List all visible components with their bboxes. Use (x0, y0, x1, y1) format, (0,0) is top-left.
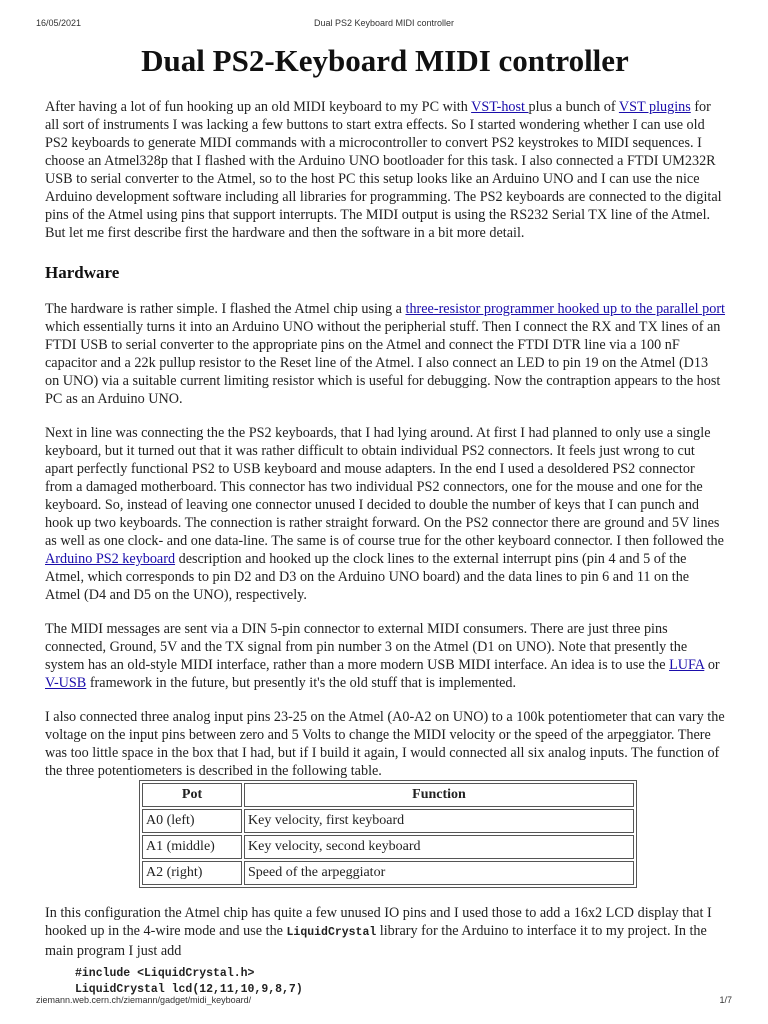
table-header-row (142, 783, 634, 807)
table-cell-function: Speed of the arpeggiator (244, 861, 634, 885)
hardware-paragraph-1 (45, 300, 725, 408)
hw-p3-text-3: framework in the future, but presently it's the old stuff that is implemented. (86, 675, 517, 691)
table-cell-pot: A0 (left) (142, 809, 242, 833)
table-row (142, 861, 634, 885)
hw-p1-text-2: which essentially turns it into an Arduino UNO without the peripherial stuff. Then I connect the RX and TX lines of an FTDI USB to serial converter to the appropriate pins on the Atmel and connect the FTDI DTR line via a 100 nF capacitor and a 22k pullup resistor to the Reset line of the Atmel. I also connect an LED to pin 19 on the Atmel (D13 on UNO) via a suitable current limiting resistor which is useful for debugging. Now the contraption appears to the host PC as an Arduino UNO. (45, 319, 721, 407)
hw-p2-text-1: Next in line was connecting the the PS2 keyboards, that I had lying around. At first I had planned to only use a single keyboard, but it turned out that it was rather difficult to obtain individual PS2 connectors. It feels just wrong to cut apart perfectly functional PS2 to USB keyboard and mouse adapters. In the end I used a desoldered PS2 connector from a damaged motherboard. This connector has two individual PS2 connectors, one for the mouse and one for the keyboard. So, instead of leaving one connector unused I decided to double the number of keys that I can punch and hook up two keyboards. The connection is rather straight forward. On the PS2 connector there are ground and 5V lines as well as one clock- and one data-line. The same is of course true for the other keyboard connector. I then followed the (45, 425, 724, 549)
code-block (75, 966, 725, 998)
arduino-ps2-keyboard-link[interactable]: Arduino PS2 keyboard (45, 551, 176, 567)
hardware-paragraph-4: I also connected three analog input pins 23-25 on the Atmel (A0-A2 on UNO) to a 100k potentiometer that can vary the voltage on the input pins between zero and 5 Volts to change the MIDI velocity or the speed of the arpeggiator. There was too little space in the box that I had, but if I build it again, I would connected all six analog inputs. The function of the three potentiometers is described in the following table. (45, 709, 725, 779)
table-cell-pot: A2 (right) (142, 861, 242, 885)
vst-plugins-link[interactable]: VST plugins (618, 99, 691, 115)
table-header-function: Function (244, 783, 634, 807)
v-usb-link[interactable]: V-USB (45, 675, 87, 691)
print-url: ziemann.web.cern.ch/ziemann/gadget/midi_keyboard/ (36, 995, 252, 1005)
intro-text-2: plus a bunch of (528, 99, 619, 115)
hw-p3-text-2: or (704, 657, 720, 673)
hw-p5-text-1: In this configuration the Atmel chip has quite a few unused IO pins and I used those to add a 16x2 LCD display that I hooked up in the 4-wire mode and use the (45, 905, 712, 939)
table-cell-function: Key velocity, first keyboard (244, 809, 634, 833)
table-cell-pot: A1 (middle) (142, 835, 242, 859)
hw-p3-text-1: The MIDI messages are sent via a DIN 5-pin connector to external MIDI consumers. There are just three pins connected, Ground, 5V and the TX signal from pin number 3 on the Atmel (D1 on UNO). Note that presently the system has an old-style MIDI interface, rather than a more modern USB MIDI interface. An idea is to use the (45, 621, 688, 673)
hardware-paragraph-5 (45, 904, 725, 960)
code-line-include: #include <LiquidCrystal.h> (75, 967, 255, 980)
print-date: 16/05/2021 (36, 18, 82, 28)
table-header-pot: Pot (142, 783, 242, 807)
hardware-paragraph-3 (45, 620, 725, 692)
article (45, 38, 725, 998)
print-title: Dual PS2 Keyboard MIDI controller (313, 18, 455, 28)
intro-text-1: After having a lot of fun hooking up an old MIDI keyboard to my PC with (45, 99, 472, 115)
print-header (36, 18, 732, 32)
intro-paragraph (45, 98, 725, 242)
liquidcrystal-code: LiquidCrystal (286, 926, 377, 939)
lufa-link[interactable]: LUFA (669, 657, 705, 673)
table-row (142, 835, 634, 859)
page-number: 1/7 (719, 995, 732, 1005)
intro-text-3: for all sort of instruments I was lacking a few buttons to start extra effects. So I started wondering whether I can use old PS2 keyboards to generate MIDI commands with a microcontroller to convert PS2 keystrokes to MIDI sequences. I choose an Atmel328p that I flashed with the Arduino UNO bootloader for this task. I also connected a FTDI UM232R USB to serial converter to the Atmel, so to the host PC this setup looks like an Arduino UNO and I can use the nice Arduino development software including all libraries for programming. The PS2 keyboards are connected to the digital pins of the Atmel using pins that support interrupts. The MIDI output is using the RS232 Serial TX line of the Atmel. But let me first describe first the hardware and then the software in a bit more detail. (45, 99, 722, 241)
vst-host-link[interactable]: VST-host (471, 99, 529, 115)
potentiometer-table (139, 780, 637, 888)
table-row (142, 809, 634, 833)
code-line-lcd: LiquidCrystal lcd(12,11,10,9,8,7) (75, 983, 303, 996)
hw-p1-text-1: The hardware is rather simple. I flashed the Atmel chip using a (45, 301, 406, 317)
hw-p2-text-2: description and hooked up the clock lines to the external interrupt pins (pin 4 and 5 of the Atmel, which corresponds to pin D2 and D3 on the Arduino UNO board) and the data lines to pin 6 and 11 on the Atmel (D4 and D5 on the UNO), respectively. (45, 551, 690, 603)
page-title: Dual PS2-Keyboard MIDI controller (141, 43, 629, 78)
hardware-heading: Hardware (45, 263, 120, 282)
print-footer (36, 995, 732, 1009)
programmer-link[interactable]: three-resistor programmer hooked up to the parallel port (405, 301, 726, 317)
hardware-paragraph-2 (45, 424, 725, 604)
hw-p5-text-2: library for the Arduino to interface it to my project. In the main program I just add (45, 923, 707, 959)
table-cell-function: Key velocity, second keyboard (244, 835, 634, 859)
